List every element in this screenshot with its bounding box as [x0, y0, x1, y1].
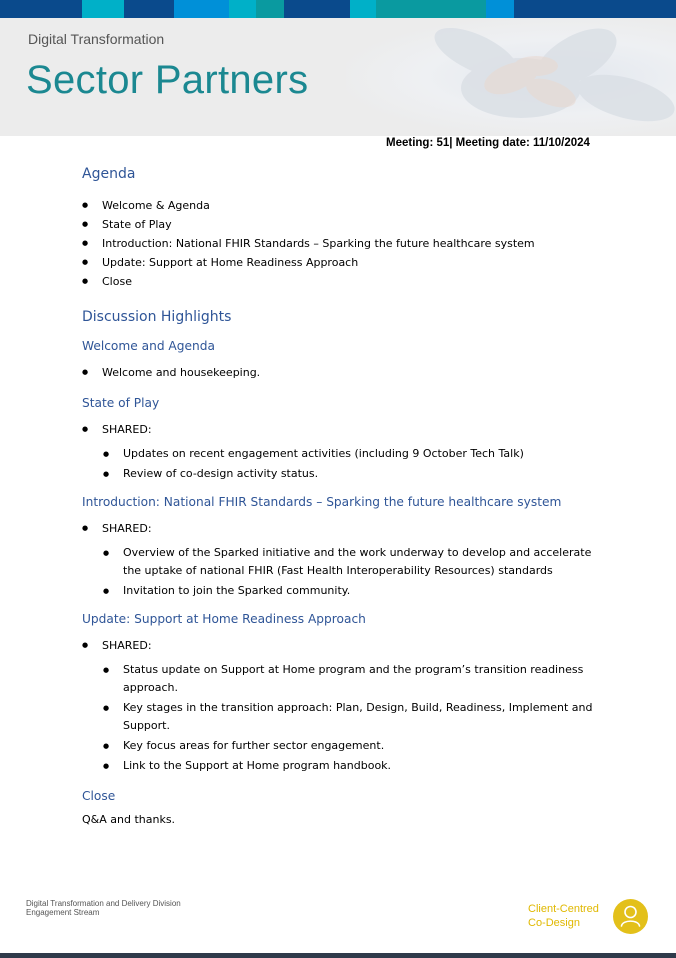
footer-stream-line: Engagement Stream: [26, 908, 100, 917]
close-heading: Close: [82, 789, 116, 803]
close-text: Q&A and thanks.: [82, 813, 176, 826]
shared-label: ● SHARED:: [82, 420, 602, 439]
agenda-item: ● Close: [82, 272, 602, 291]
discussion-heading: Discussion Highlights: [82, 309, 232, 325]
agenda-heading: Agenda: [82, 166, 136, 182]
list-item: ● Overview of the Sparked initiative and the work underway to develop and accelerate the uptake of national FHIR (Fast Health Interoperability Resources) standards: [102, 544, 602, 580]
header-banner: [0, 18, 676, 136]
agenda-list: [82, 196, 602, 291]
shared-label: ● SHARED:: [82, 636, 602, 655]
home-list: [82, 636, 602, 655]
header-kicker: Digital Transformation: [28, 31, 165, 47]
fhir-heading: Introduction: National FHIR Standards – Sparking the future healthcare system: [82, 495, 562, 509]
top-color-bar: [0, 0, 676, 18]
bottom-rule: [0, 953, 676, 958]
welcome-list: [82, 363, 602, 382]
list-item: ● Link to the Support at Home program handbook.: [102, 757, 602, 775]
agenda-item: ● Introduction: National FHIR Standards – Sparking the future healthcare system: [82, 234, 602, 253]
list-item: ● Review of co-design activity status.: [102, 465, 602, 483]
document-body: [82, 160, 602, 826]
list-item: ● Welcome and housekeeping.: [82, 363, 602, 382]
shared-label: ● SHARED:: [82, 519, 602, 538]
agenda-item: ● Welcome & Agenda: [82, 196, 602, 215]
meeting-info: Meeting: 51| Meeting date: 11/10/2024: [386, 137, 590, 149]
footer-division: [26, 899, 181, 917]
person-icon: [613, 899, 648, 934]
state-heading: State of Play: [82, 396, 160, 410]
fhir-list: [82, 519, 602, 538]
list-item: ● Key focus areas for further sector engagement.: [102, 737, 602, 755]
state-sublist: [102, 445, 602, 483]
fhir-sublist: [102, 544, 602, 600]
footer-tagline: [528, 902, 599, 930]
list-item: ● Updates on recent engagement activities (including 9 October Tech Talk): [102, 445, 602, 463]
list-item: ● Key stages in the transition approach: Plan, Design, Build, Readiness, Implement and Support.: [102, 699, 602, 735]
welcome-heading: Welcome and Agenda: [82, 339, 215, 353]
agenda-item: ● State of Play: [82, 215, 602, 234]
home-heading: Update: Support at Home Readiness Approach: [82, 612, 366, 626]
home-sublist: [102, 661, 602, 775]
page-title: Sector Partners: [26, 58, 309, 102]
state-list: [82, 420, 602, 439]
team-hands-photo-icon: [346, 18, 676, 136]
footer-division-line: Digital Transformation and Delivery Division: [26, 899, 181, 908]
list-item: ● Status update on Support at Home program and the program’s transition readiness approach.: [102, 661, 602, 697]
list-item: ● Invitation to join the Sparked community.: [102, 582, 602, 600]
footer-tagline-line2: Co-Design: [528, 917, 580, 929]
agenda-item: ● Update: Support at Home Readiness Approach: [82, 253, 602, 272]
footer-tagline-line1: Client-Centred: [528, 903, 599, 915]
